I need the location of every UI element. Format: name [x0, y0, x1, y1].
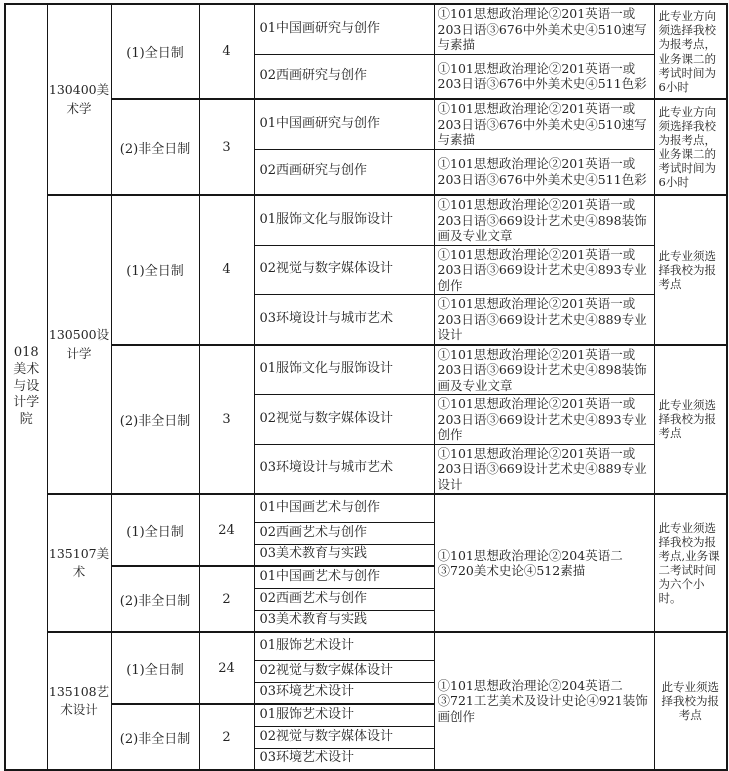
direction-cell: 01中国画研究与创作 — [254, 99, 434, 149]
quota-cell: 24 — [199, 494, 254, 566]
study-mode-cell: (1)全日制 — [111, 632, 199, 704]
direction-cell: 01中国画艺术与创作 — [254, 494, 434, 522]
direction-cell: 02西画研究与创作 — [254, 54, 434, 99]
study-mode-cell: (2)非全日制 — [111, 345, 199, 495]
direction-cell: 02视觉与数字媒体设计 — [254, 660, 434, 682]
table-row — [5, 195, 727, 245]
subjects-cell: ①101思想政治理论②201英语一或203日语③676中外美术史④510速写与素描 — [434, 4, 654, 54]
table-row — [5, 632, 727, 660]
remark-cell: 此专业须选择我校为报考点,业务课二考试时间为六个小时。 — [654, 494, 727, 632]
major-cell: 135108艺术设计 — [47, 632, 111, 770]
subjects-cell: ①101思想政治理论②201英语一或203日语③676中外美术史④510速写与素描 — [434, 99, 654, 149]
study-mode-cell: (1)全日制 — [111, 494, 199, 566]
college-cell: 018美术与设计学院 — [5, 4, 47, 770]
direction-cell: 01中国画艺术与创作 — [254, 566, 434, 588]
subjects-cell: ①101思想政治理论②201英语一或203日语③669设计艺术史④893专业创作 — [434, 245, 654, 295]
subjects-cell: ①101思想政治理论②204英语二③721工艺美术及设计史论④921装饰画创作 — [434, 632, 654, 770]
direction-cell: 03环境设计与城市艺术 — [254, 295, 434, 345]
remark-cell: 此专业须选择我校为报考点 — [654, 632, 727, 770]
major-cell: 135107美术 — [47, 494, 111, 632]
direction-cell: 01服饰文化与服饰设计 — [254, 345, 434, 395]
direction-cell: 03美术教育与实践 — [254, 610, 434, 632]
subjects-cell: ①101思想政治理论②201英语一或203日语③676中外美术史④511色彩 — [434, 149, 654, 195]
subjects-cell: ①101思想政治理论②204英语二③720美术史论④512素描 — [434, 494, 654, 632]
direction-cell: 02视觉与数字媒体设计 — [254, 245, 434, 295]
remark-cell: 此专业方向须选择我校为报考点，业务课二的考试时间为6小时 — [654, 99, 727, 195]
direction-cell: 01中国画研究与创作 — [254, 4, 434, 54]
table-row — [5, 494, 727, 522]
subjects-cell: ①101思想政治理论②201英语一或203日语③669设计艺术史④898装饰画及专业文章 — [434, 345, 654, 395]
major-cell: 130400美术学 — [47, 4, 111, 195]
study-mode-cell: (1)全日制 — [111, 195, 199, 345]
direction-cell: 02西画艺术与创作 — [254, 588, 434, 610]
table-row — [5, 4, 727, 54]
quota-cell: 24 — [199, 632, 254, 704]
direction-cell: 03美术教育与实践 — [254, 544, 434, 566]
subjects-cell: ①101思想政治理论②201英语一或203日语③669设计艺术史④889专业设计 — [434, 444, 654, 494]
subjects-cell: ①101思想政治理论②201英语一或203日语③669设计艺术史④893专业创作 — [434, 395, 654, 445]
direction-cell: 03环境艺术设计 — [254, 682, 434, 704]
direction-cell: 02视觉与数字媒体设计 — [254, 395, 434, 445]
quota-cell: 3 — [199, 99, 254, 195]
quota-cell: 4 — [199, 4, 254, 99]
study-mode-cell: (2)非全日制 — [111, 704, 199, 770]
direction-cell: 02视觉与数字媒体设计 — [254, 726, 434, 748]
quota-cell: 2 — [199, 566, 254, 632]
quota-cell: 2 — [199, 704, 254, 770]
direction-cell: 02西画研究与创作 — [254, 149, 434, 195]
direction-cell: 01服饰文化与服饰设计 — [254, 195, 434, 245]
quota-cell: 4 — [199, 195, 254, 345]
table-row — [5, 345, 727, 395]
direction-cell: 02西画艺术与创作 — [254, 522, 434, 544]
subjects-cell: ①101思想政治理论②201英语一或203日语③676中外美术史④511色彩 — [434, 54, 654, 99]
remark-cell: 此专业须选择我校为报考点 — [654, 195, 727, 345]
study-mode-cell: (2)非全日制 — [111, 99, 199, 195]
major-cell: 130500设计学 — [47, 195, 111, 494]
direction-cell: 01服饰艺术设计 — [254, 704, 434, 726]
table-row — [5, 99, 727, 149]
subjects-cell: ①101思想政治理论②201英语一或203日语③669设计艺术史④889专业设计 — [434, 295, 654, 345]
remark-cell: 此专业方向须选择我校为报考点，业务课二的考试时间为6小时 — [654, 4, 727, 99]
subjects-cell: ①101思想政治理论②201英语一或203日语③669设计艺术史④898装饰画及专业文章 — [434, 195, 654, 245]
study-mode-cell: (2)非全日制 — [111, 566, 199, 632]
direction-cell: 03环境设计与城市艺术 — [254, 444, 434, 494]
direction-cell: 01服饰艺术设计 — [254, 632, 434, 660]
direction-cell: 03环境艺术设计 — [254, 748, 434, 770]
quota-cell: 3 — [199, 345, 254, 495]
admissions-table — [4, 3, 728, 771]
study-mode-cell: (1)全日制 — [111, 4, 199, 99]
remark-cell: 此专业须选择我校为报考点 — [654, 345, 727, 495]
